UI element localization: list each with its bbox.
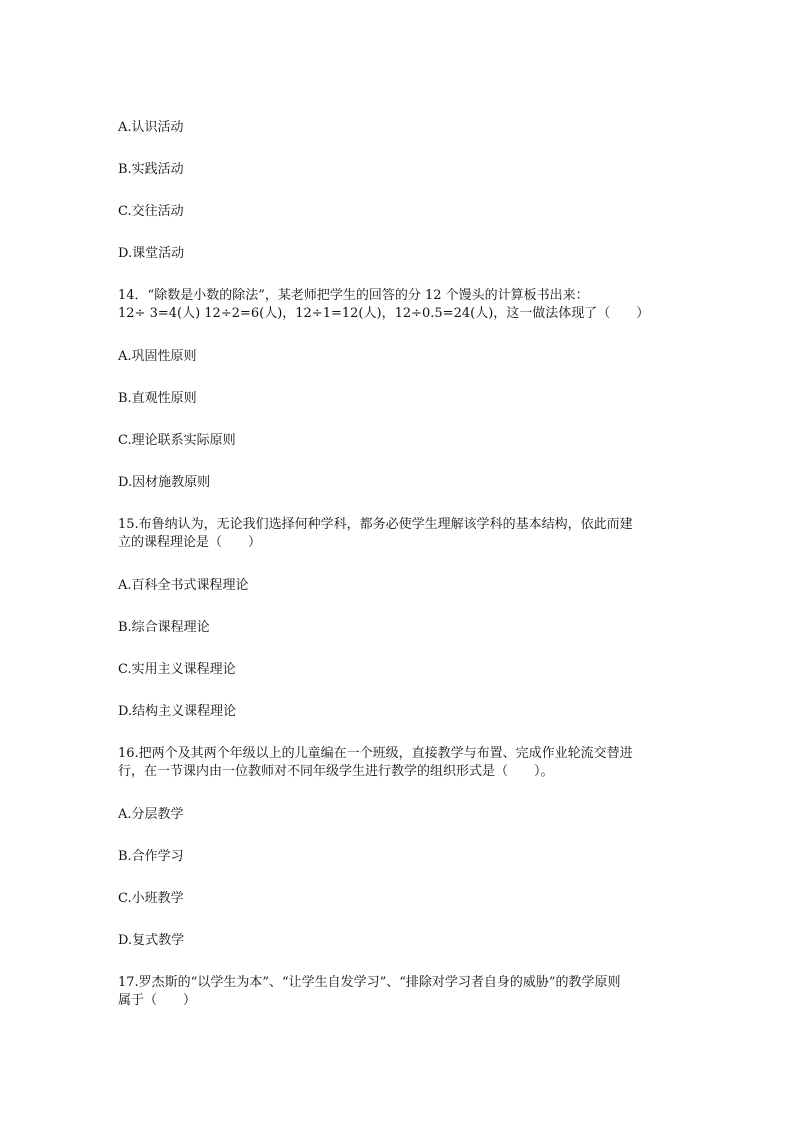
question-16-line-1: 16.把两个及其两个年级以上的儿童编在一个班级，直接教学与布置、完成作业轮流交替进 [118, 746, 633, 761]
q15-option-b: B.综合课程理论 [118, 620, 210, 635]
question-16-stem [118, 745, 678, 781]
q13-option-c: C.交往活动 [118, 204, 184, 219]
question-17-line-1: 17.罗杰斯的“以学生为本”、“让学生自发学习”、“排除对学习者自身的威胁”的教学原则 [118, 975, 621, 990]
q14-option-d: D.因材施教原则 [118, 475, 211, 490]
question-14-line-1: 14．“除数是小数的除法”，某老师把学生的回答的分 12 个馒头的计算板书出来： [118, 288, 589, 303]
q13-option-b: B.实践活动 [118, 162, 184, 177]
q15-option-c: C.实用主义课程理论 [118, 662, 236, 677]
question-17-stem [118, 974, 678, 1010]
q16-option-c: C.小班教学 [118, 891, 184, 906]
q14-option-a: A.巩固性原则 [118, 349, 197, 364]
question-15-line-1: 15.布鲁纳认为，无论我们选择何种学科，都务必使学生理解该学科的基本结构，依此而建 [118, 517, 633, 532]
question-15-line-2: 立的课程理论是（ ） [118, 535, 262, 550]
q14-option-b: B.直观性原则 [118, 391, 197, 406]
question-14-line-2: 12÷ 3=4(人) 12÷2=6(人)，12÷1=12(人)，12÷0.5=24(人)，这一做法体现了（ ） [118, 306, 650, 321]
q13-option-d: D.课堂活动 [118, 246, 185, 261]
q16-option-a: A.分层教学 [118, 807, 184, 822]
q15-option-a: A.百科全书式课程理论 [118, 578, 249, 593]
document-page [118, 119, 678, 1035]
q14-option-c: C.理论联系实际原则 [118, 433, 236, 448]
q16-option-b: B.合作学习 [118, 849, 184, 864]
q13-option-a: A.认识活动 [118, 120, 184, 135]
q15-option-d: D.结构主义课程理论 [118, 704, 237, 719]
question-15-stem [118, 516, 678, 552]
q16-option-d: D.复式教学 [118, 933, 185, 948]
question-17-line-2: 属于（ ） [118, 993, 197, 1008]
question-14-stem [118, 287, 678, 323]
question-16-line-2: 行，在一节课内由一位教师对不同年级学生进行教学的组织形式是（ ）。 [118, 764, 554, 779]
